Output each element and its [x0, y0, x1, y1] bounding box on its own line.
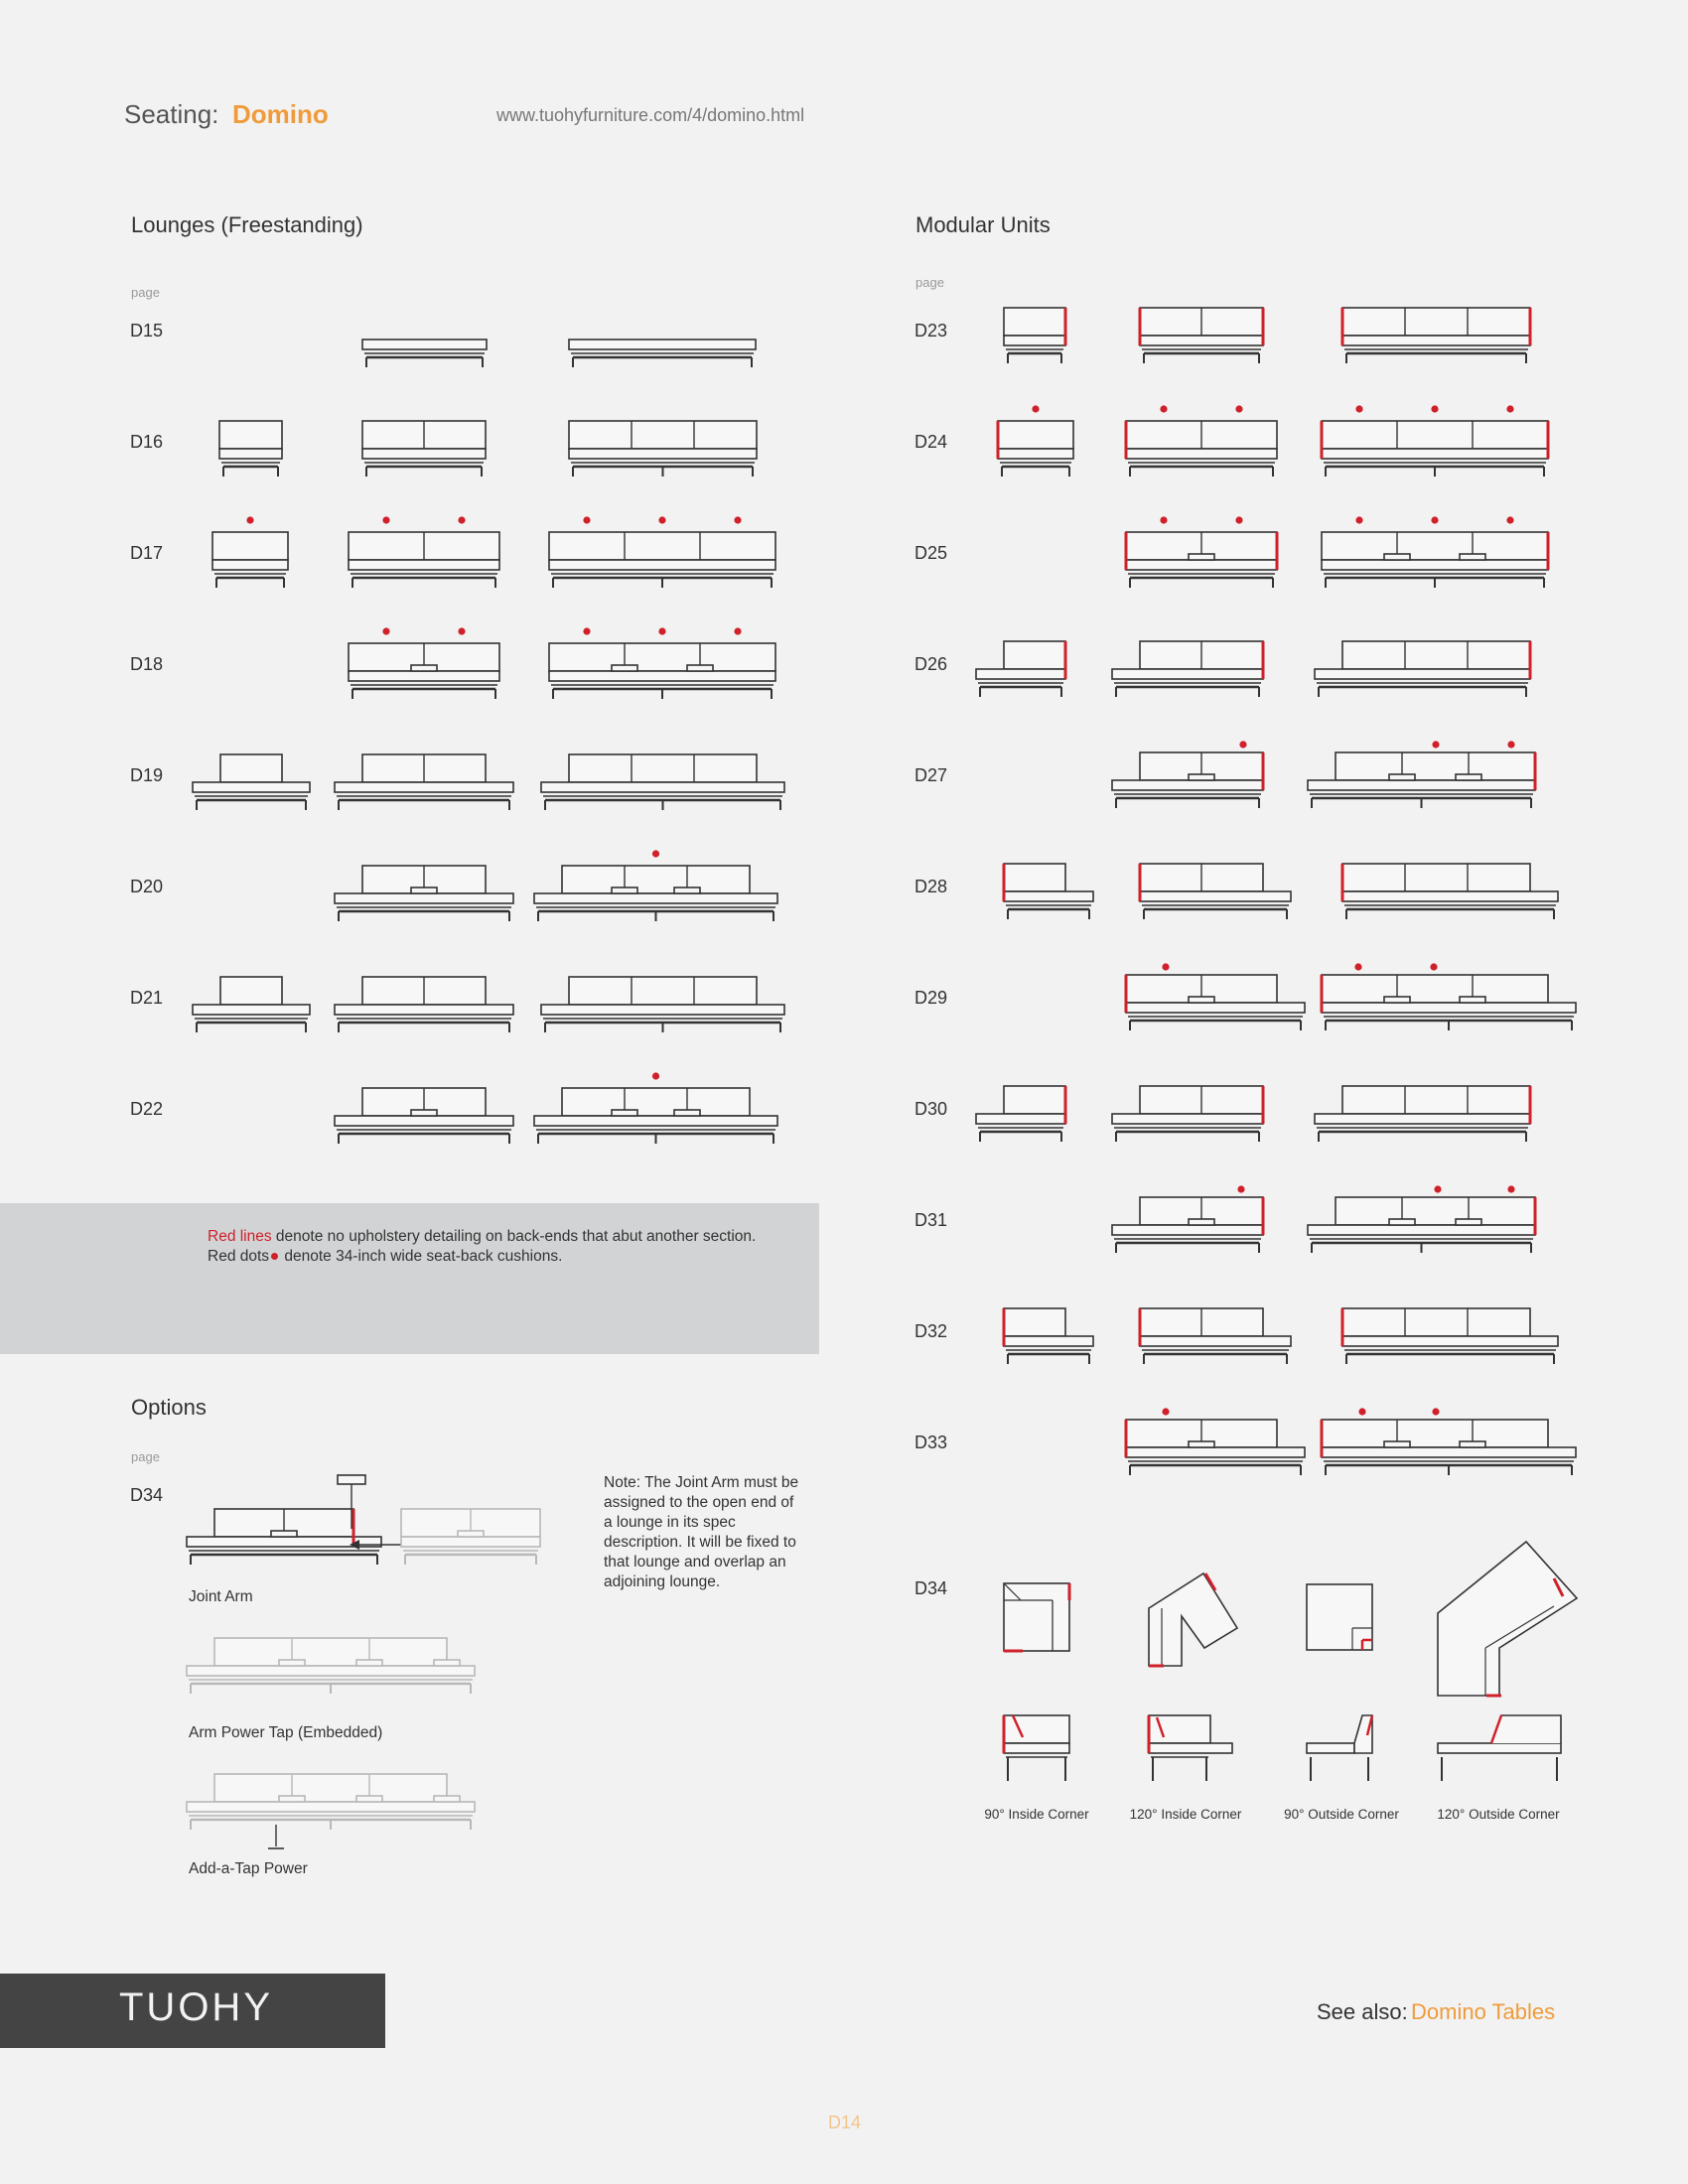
red-dot: [1507, 741, 1514, 748]
row-label-d31[interactable]: D31: [914, 1210, 948, 1230]
power-tap: [458, 1531, 484, 1537]
corner-label-90-inside: 90° Inside Corner: [984, 1807, 1089, 1822]
power-tap: [1384, 554, 1410, 560]
red-dot: [1354, 963, 1361, 970]
red-dot: [1162, 963, 1169, 970]
sofa-seat: [193, 782, 310, 792]
sofa-seat: [998, 449, 1073, 459]
red-dot: [1032, 405, 1039, 412]
sofa-seat: [212, 560, 288, 570]
red-dot: [583, 627, 590, 634]
sofa-seat: [1315, 669, 1530, 679]
sofa-seat: [1126, 449, 1277, 459]
sofa-seat: [549, 560, 775, 570]
sofa-seat: [549, 671, 775, 681]
sofa-seat: [219, 449, 282, 459]
see-also-link[interactable]: Domino Tables: [1411, 1999, 1556, 2024]
row-label-d26[interactable]: D26: [914, 654, 948, 674]
sofa-back: [1004, 308, 1065, 336]
legend-red-lines: [208, 1228, 756, 1246]
power-tap: [411, 887, 437, 893]
corner-label-120-inside: 120° Inside Corner: [1129, 1807, 1242, 1822]
sofa-seat: [1322, 1003, 1576, 1013]
red-dot: [1235, 516, 1242, 523]
row-label-d28[interactable]: D28: [914, 877, 948, 896]
sofa-back: [1322, 421, 1548, 449]
red-dot: [1432, 741, 1439, 748]
sofa-back: [1004, 864, 1065, 891]
sofa-seat: [1308, 1225, 1535, 1235]
red-dot: [458, 627, 465, 634]
corner-front-seat: [1438, 1743, 1561, 1753]
sofa-back: [1322, 975, 1548, 1003]
sofa-seat: [1342, 891, 1558, 901]
brand-logo: TUOHY: [119, 1985, 273, 2029]
legend-red-lines-text: denote no upholstery detailing on back-ends that abut another section.: [271, 1228, 757, 1245]
sofa-back: [1004, 1086, 1065, 1114]
sofa-seat: [1126, 1447, 1305, 1457]
red-dot: [658, 627, 665, 634]
sofa-seat: [335, 893, 513, 903]
sofa-back: [214, 1774, 447, 1802]
lounges-page-label: page: [131, 285, 160, 300]
corner-front-back: [1491, 1715, 1561, 1743]
sofa-back: [569, 754, 757, 782]
power-tap: [1460, 554, 1485, 560]
sofa-seat: [1322, 1447, 1576, 1457]
sofa-seat: [1112, 780, 1263, 790]
sofa-seat: [1126, 1003, 1305, 1013]
sofa-seat: [534, 893, 777, 903]
row-label-d23[interactable]: D23: [914, 321, 948, 341]
sofa-back: [1004, 1308, 1065, 1336]
sofa-seat: [1342, 336, 1530, 345]
red-dot: [1431, 405, 1438, 412]
corner-front-seat: [1004, 1743, 1069, 1753]
page-number: D14: [828, 2113, 862, 2132]
see-also-label: See also:: [1317, 1999, 1408, 2024]
sofa-seat: [193, 1005, 310, 1015]
row-label-d22[interactable]: D22: [130, 1099, 164, 1119]
red-dot: [1507, 1185, 1514, 1192]
corner-plan-120-outside: [1438, 1542, 1577, 1696]
row-label-d25[interactable]: D25: [914, 543, 948, 563]
sofa-seat: [1322, 560, 1548, 570]
red-dot: [652, 850, 659, 857]
row-label-d34-options[interactable]: D34: [130, 1485, 164, 1505]
power-tap: [1189, 1441, 1214, 1447]
red-dot: [246, 516, 253, 523]
sofa-back: [1342, 1308, 1530, 1336]
row-label-d33[interactable]: D33: [914, 1433, 948, 1452]
sofa-seat: [541, 782, 784, 792]
legend-red-lines-term: Red lines: [208, 1228, 272, 1245]
sofa-seat: [187, 1666, 475, 1676]
red-dot: [658, 516, 665, 523]
sofa-seat: [1112, 669, 1263, 679]
red-dot: [583, 516, 590, 523]
legend-red-dots-term: Red dots: [208, 1248, 270, 1265]
sofa-back: [1342, 308, 1530, 336]
sofa-back: [549, 532, 775, 560]
power-tap: [1460, 997, 1485, 1003]
red-dot: [1430, 963, 1437, 970]
sofa-seat: [1140, 1336, 1291, 1346]
sofa-seat: [976, 1114, 1065, 1124]
red-dot: [1431, 516, 1438, 523]
power-tap: [356, 1796, 382, 1802]
power-tap: [1460, 1441, 1485, 1447]
red-dot: [1355, 516, 1362, 523]
header-product: Domino: [232, 99, 329, 129]
red-dot: [1358, 1408, 1365, 1415]
sofa-back: [1336, 1197, 1535, 1225]
legend-red-dots-text: denote 34-inch wide seat-back cushions.: [280, 1248, 563, 1265]
red-dot: [1235, 405, 1242, 412]
power-tap: [1389, 774, 1415, 780]
sofa-back: [214, 1638, 447, 1666]
red-dot: [1434, 1185, 1441, 1192]
row-label-d32[interactable]: D32: [914, 1321, 948, 1341]
sofa-back: [1342, 641, 1530, 669]
red-dot: [1162, 1408, 1169, 1415]
row-label-d15[interactable]: D15: [130, 321, 164, 341]
power-tap: [279, 1796, 305, 1802]
power-tap: [434, 1660, 460, 1666]
row-label-d19[interactable]: D19: [130, 765, 164, 785]
power-tap: [279, 1660, 305, 1666]
power-tap: [411, 665, 437, 671]
power-tap: [1384, 1441, 1410, 1447]
row-label-d20[interactable]: D20: [130, 877, 164, 896]
sofa-seat: [362, 449, 486, 459]
power-tap: [687, 665, 713, 671]
sofa-seat: [187, 1802, 475, 1812]
sofa-seat: [362, 340, 487, 349]
option-joint-arm: Joint Arm: [189, 1588, 253, 1605]
red-dot: [382, 516, 389, 523]
sofa-seat: [1140, 336, 1263, 345]
sofa-seat: [349, 560, 499, 570]
row-label-d21[interactable]: D21: [130, 988, 164, 1008]
red-dot-icon: [271, 1253, 278, 1260]
corner-label-120-outside: 120° Outside Corner: [1437, 1807, 1560, 1822]
power-tap: [1389, 1219, 1415, 1225]
sofa-seat: [1342, 1336, 1558, 1346]
sofa-back: [1322, 532, 1548, 560]
row-label-d18[interactable]: D18: [130, 654, 164, 674]
corner-label-90-outside: 90° Outside Corner: [1284, 1807, 1399, 1822]
sofa-back: [220, 977, 282, 1005]
options-title: Options: [131, 1395, 207, 1420]
legend-red-dots: [208, 1248, 562, 1266]
red-dot: [382, 627, 389, 634]
sofa-back: [220, 754, 282, 782]
sofa-seat: [335, 1116, 513, 1126]
sofa-back: [1004, 641, 1065, 669]
sofa-seat: [1112, 1114, 1263, 1124]
sofa-back: [219, 421, 282, 449]
legend-band: [0, 1203, 819, 1354]
row-label-d29[interactable]: D29: [914, 988, 948, 1008]
header-url[interactable]: www.tuohyfurniture.com/4/domino.html: [496, 105, 805, 125]
power-tap: [1384, 997, 1410, 1003]
sofa-back: [562, 866, 750, 893]
sofa-seat: [534, 1116, 777, 1126]
sofa-back: [569, 977, 757, 1005]
power-tap: [1189, 997, 1214, 1003]
power-tap: [434, 1796, 460, 1802]
sofa-seat: [1112, 1225, 1263, 1235]
sofa-seat: [569, 449, 757, 459]
option-arm-power-tap: Arm Power Tap (Embedded): [189, 1724, 383, 1741]
modular-page-label: page: [915, 275, 944, 290]
red-dot: [1355, 405, 1362, 412]
red-dot: [458, 516, 465, 523]
options-page-label: page: [131, 1449, 160, 1464]
power-tap: [411, 1110, 437, 1116]
red-dot: [734, 627, 741, 634]
sofa-back: [549, 643, 775, 671]
sofa-seat: [1004, 891, 1093, 901]
sofa-seat: [1004, 336, 1065, 345]
sofa-seat: [335, 1005, 513, 1015]
lounges-title: Lounges (Freestanding): [131, 212, 363, 237]
power-tap: [1456, 1219, 1481, 1225]
power-tap: [674, 1110, 700, 1116]
sofa-seat: [349, 671, 499, 681]
sofa-seat: [401, 1537, 540, 1547]
row-label-d16[interactable]: D16: [130, 432, 164, 452]
sofa-back: [569, 421, 757, 449]
row-label-d24[interactable]: D24: [914, 432, 948, 452]
power-tap: [1189, 554, 1214, 560]
red-dot: [1506, 516, 1513, 523]
power-tap: [271, 1531, 297, 1537]
power-tap: [612, 665, 637, 671]
sofa-seat: [1126, 560, 1277, 570]
power-tap: [1456, 774, 1481, 780]
sofa-seat: [1315, 1114, 1530, 1124]
corner-front-seat: [1149, 1743, 1232, 1753]
option-add-a-tap: Add-a-Tap Power: [189, 1860, 308, 1877]
sofa-seat: [976, 669, 1065, 679]
sofa-back: [562, 1088, 750, 1116]
power-tap: [1189, 1219, 1214, 1225]
power-tap: [612, 887, 637, 893]
sofa-back: [1336, 752, 1535, 780]
sofa-seat: [1140, 891, 1291, 901]
power-tap: [1189, 774, 1214, 780]
red-dot: [1432, 1408, 1439, 1415]
sofa-seat: [1322, 449, 1548, 459]
row-label-d30[interactable]: D30: [914, 1099, 948, 1119]
power-tap: [612, 1110, 637, 1116]
power-tap: [356, 1660, 382, 1666]
red-dot: [1506, 405, 1513, 412]
red-dot: [652, 1072, 659, 1079]
sofa-back: [998, 421, 1073, 449]
joint-arm-note: Note: The Joint Arm must be assigned to the open end of a lounge in its spec description. It will be fixed to that lounge and overlap an adjoining lounge.: [604, 1474, 799, 1590]
header-label: Seating:: [124, 99, 219, 129]
row-label-d27[interactable]: D27: [914, 765, 948, 785]
row-label-d17[interactable]: D17: [130, 543, 164, 563]
red-dot: [1239, 741, 1246, 748]
sofa-seat: [1004, 1336, 1093, 1346]
sofa-back: [212, 532, 288, 560]
sofa-seat: [335, 782, 513, 792]
sofa-seat: [1308, 780, 1535, 790]
corner-front-seat: [1307, 1743, 1354, 1753]
sofa-seat: [569, 340, 756, 349]
red-dot: [1160, 516, 1167, 523]
red-dot: [734, 516, 741, 523]
row-label-d34-modular[interactable]: D34: [914, 1578, 948, 1598]
red-dot: [1237, 1185, 1244, 1192]
sofa-back: [1342, 1086, 1530, 1114]
power-tap: [674, 887, 700, 893]
red-dot: [1160, 405, 1167, 412]
joint-arm-part: [338, 1475, 365, 1484]
sofa-seat: [541, 1005, 784, 1015]
sofa-back: [1342, 864, 1530, 891]
modular-title: Modular Units: [915, 212, 1051, 237]
sofa-back: [1322, 1420, 1548, 1447]
